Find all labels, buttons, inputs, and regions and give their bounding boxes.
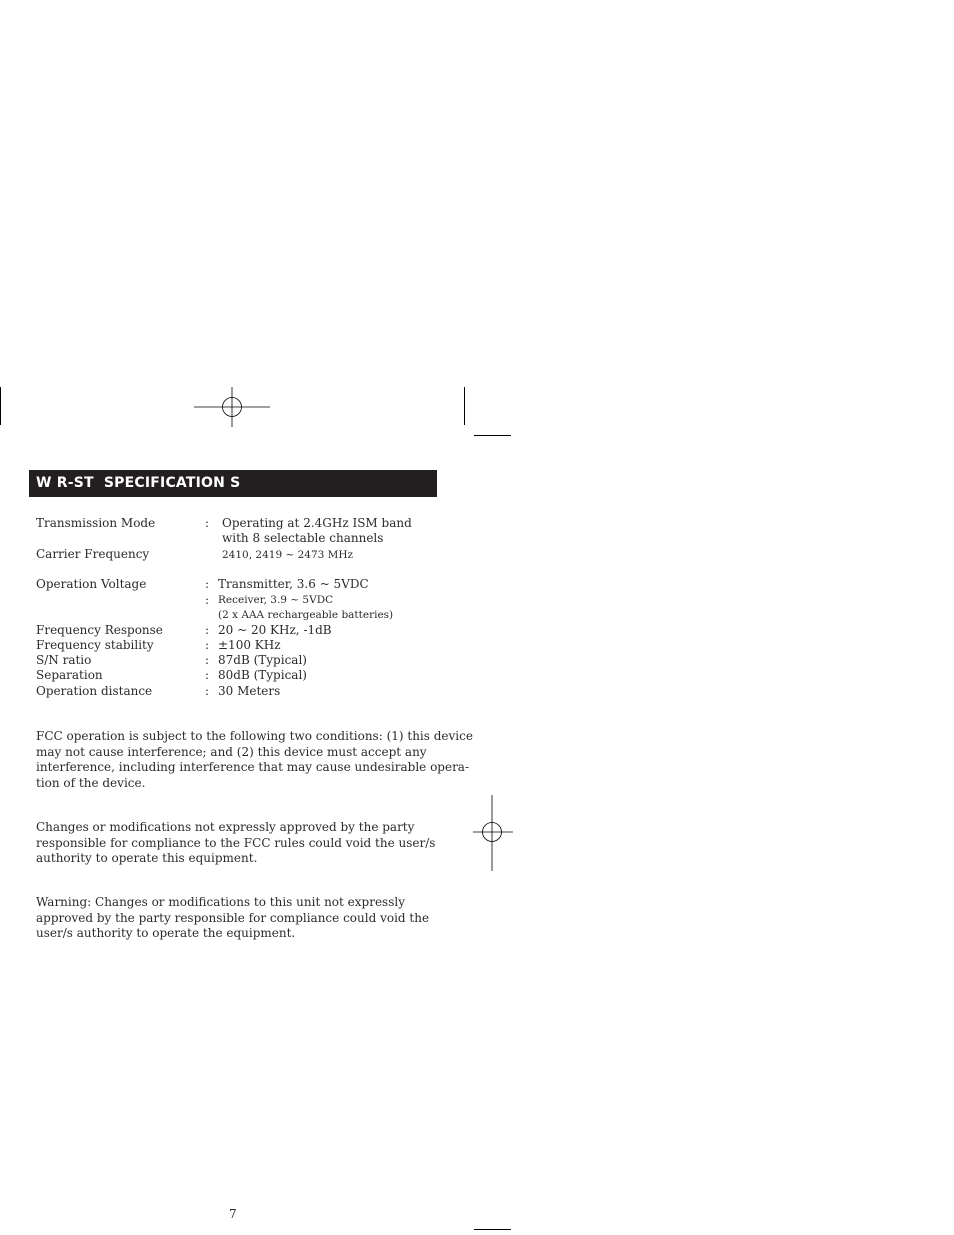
spec-value: 80dB (Typical) [218, 668, 307, 682]
crop-mark-left [0, 387, 1, 425]
spec-value: Operating at 2.4GHz ISM band [222, 516, 412, 530]
spec-colon: : [205, 577, 210, 591]
spec-value: (2 x AAA rechargeable batteries) [218, 609, 394, 621]
spec-value: ±100 KHz [218, 638, 281, 652]
spec-colon: : [205, 623, 210, 637]
spec-label: Separation [36, 668, 103, 682]
spec-label: Carrier Frequency [36, 547, 150, 561]
spec-colon: : [205, 516, 210, 530]
fcc-conditions-paragraph [36, 729, 473, 791]
spec-colon: : [205, 684, 210, 698]
paragraph-line: Warning: Changes or modifications to this unit not expressly [36, 895, 405, 909]
crop-mark-mid [464, 387, 465, 425]
spec-value: Transmitter, 3.6 ~ 5VDC [218, 577, 369, 591]
spec-label: Operation Voltage [36, 577, 147, 591]
changes-paragraph [36, 820, 436, 867]
spec-value: 20 ~ 20 KHz, -1dB [218, 623, 332, 637]
paragraph-line: interference, including interference that may cause undesirable opera- [36, 760, 470, 774]
spec-label: Transmission Mode [36, 516, 156, 530]
registration-mark-top-icon [194, 387, 270, 427]
spec-colon: : [205, 593, 210, 607]
paragraph-line: Changes or modifications not expressly approved by the party [36, 820, 415, 834]
paragraph-line: user/s authority to operate the equipment. [36, 926, 296, 940]
spec-value: with 8 selectable channels [222, 531, 384, 545]
registration-mark-right-icon [473, 795, 513, 871]
spec-value: 30 Meters [218, 684, 281, 698]
spec-label: Operation distance [36, 684, 153, 698]
page-number: 7 [229, 1207, 237, 1221]
spec-label: Frequency stability [36, 638, 154, 652]
paragraph-line: may not cause interference; and (2) this device must accept any [36, 744, 427, 759]
paragraph-line: FCC operation is subject to the following two conditions: (1) this device [36, 729, 473, 743]
paragraph-line: approved by the party responsible for compliance could void the [36, 910, 430, 925]
crop-mark-top-right [474, 435, 511, 436]
spec-value: 2410, 2419 ~ 2473 MHz [222, 549, 354, 561]
paragraph-line: authority to operate this equipment. [36, 851, 258, 865]
spec-label: S/N ratio [36, 653, 92, 667]
spec-label: Frequency Response [36, 623, 163, 637]
paragraph-line: tion of the device. [36, 775, 146, 790]
warning-paragraph [36, 895, 436, 942]
section-title: W R-ST SPECIFICATION S [36, 475, 241, 491]
spec-colon: : [205, 638, 210, 652]
crop-mark-bottom-right [474, 1229, 511, 1230]
spec-value: 87dB (Typical) [218, 653, 307, 667]
spec-value: Receiver, 3.9 ~ 5VDC [218, 594, 334, 606]
spec-colon: : [205, 653, 210, 667]
spec-colon: : [205, 668, 210, 682]
section-header [29, 470, 437, 497]
paragraph-line: responsible for compliance to the FCC rules could void the user/s [36, 835, 436, 850]
